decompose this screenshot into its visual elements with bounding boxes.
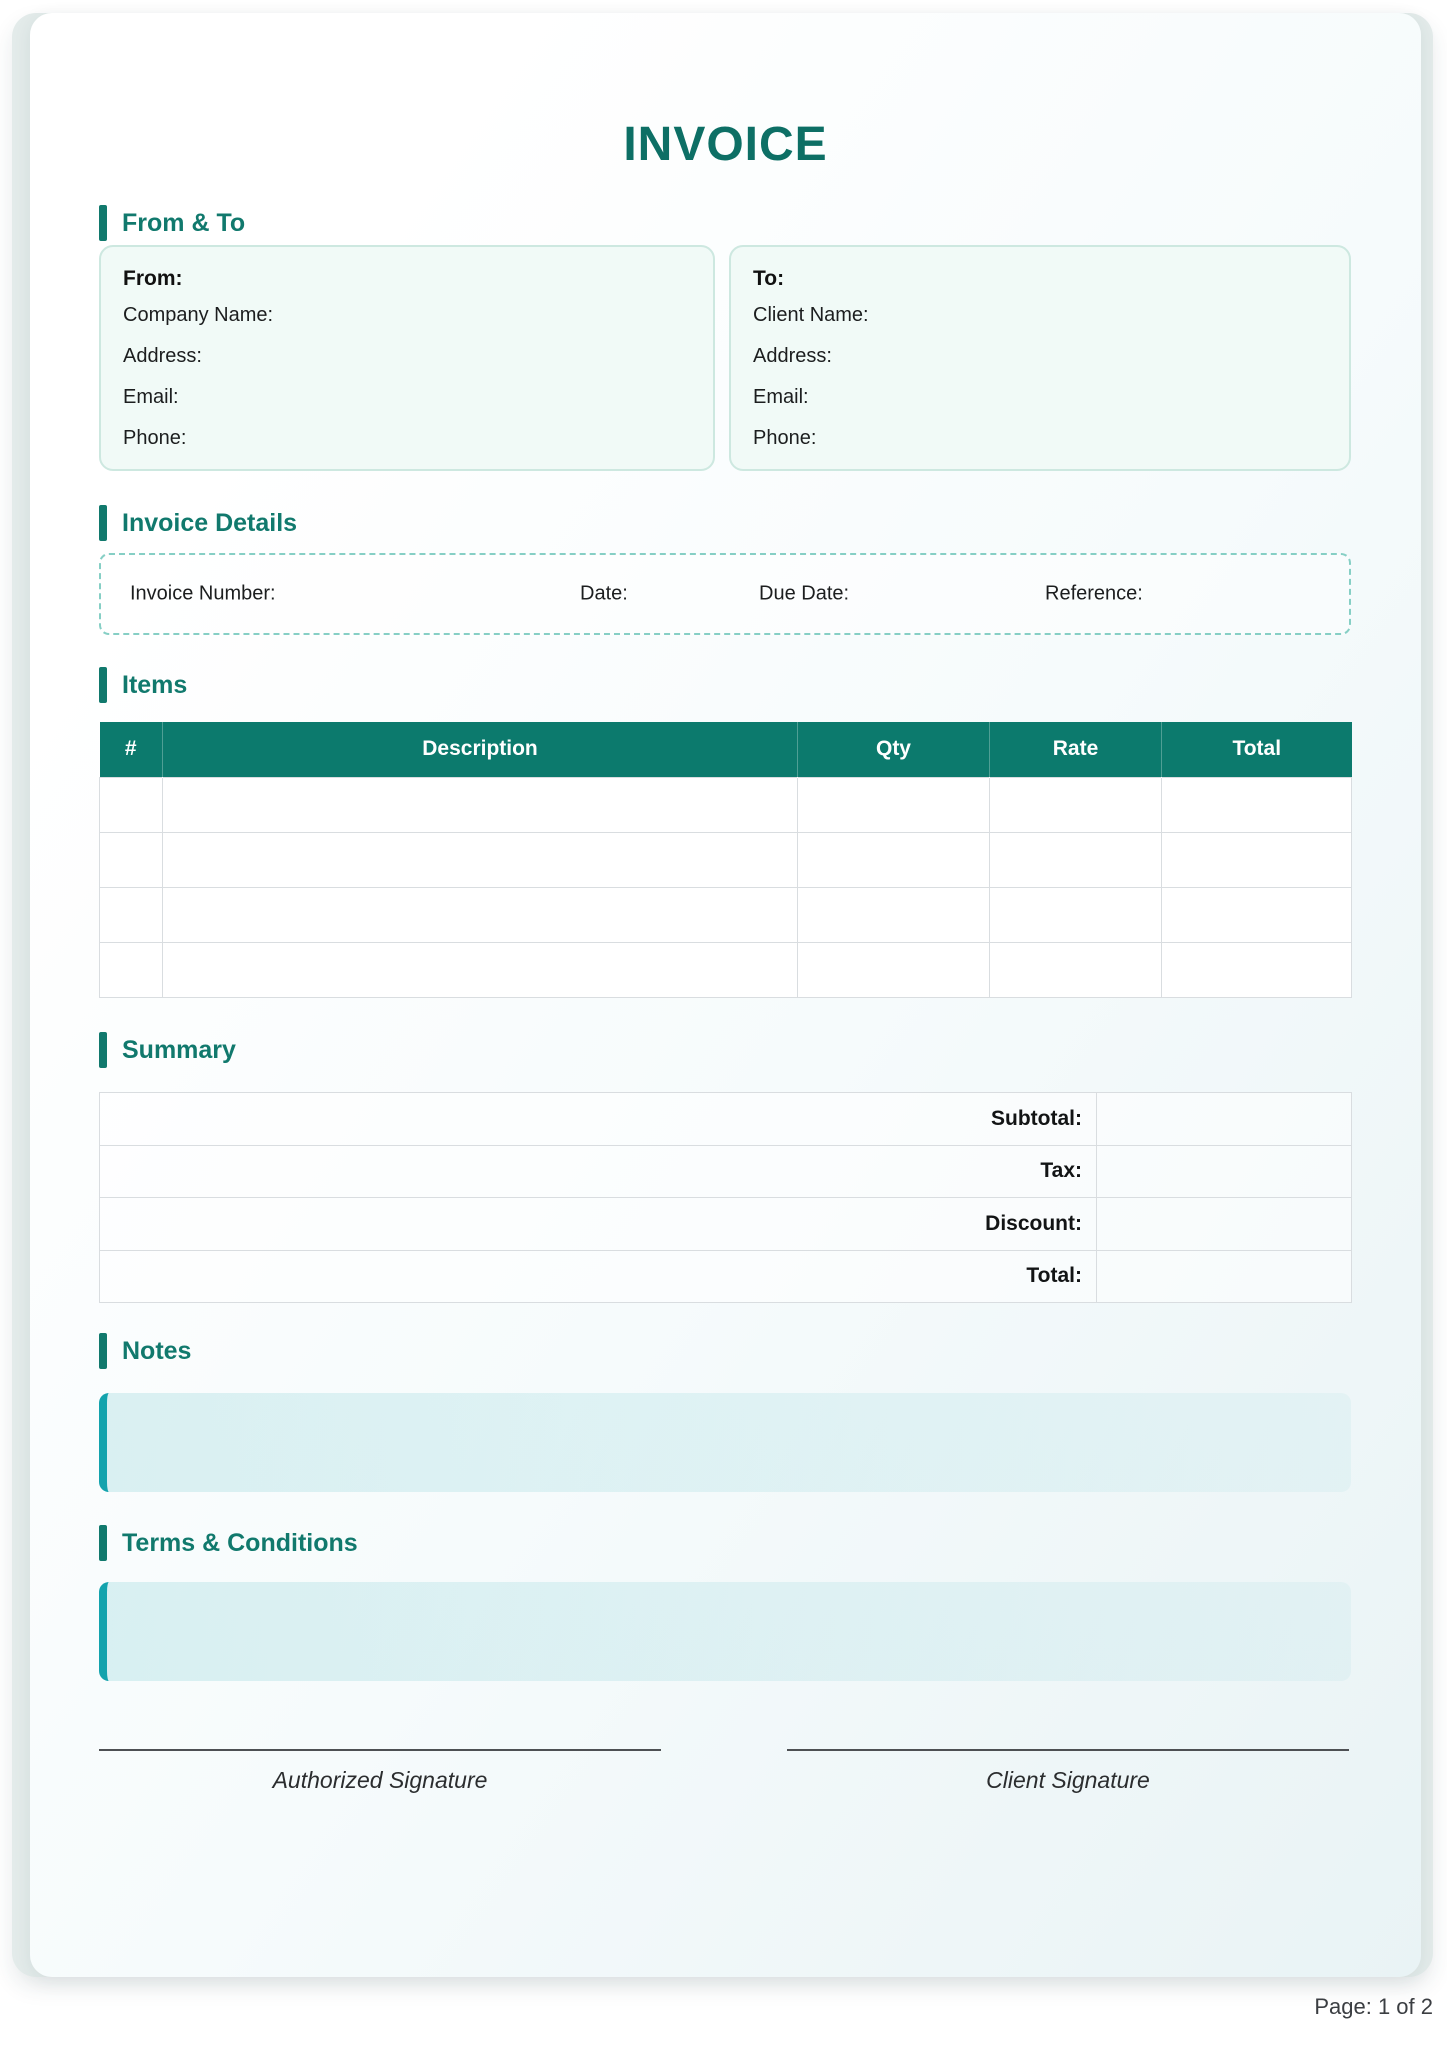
- from-phone-label: Phone:: [123, 427, 187, 449]
- terms-box: [99, 1582, 1351, 1681]
- items-cell: [1162, 887, 1352, 942]
- items-table: [99, 722, 1352, 998]
- items-cell: [1162, 832, 1352, 887]
- items-col-rate: Rate: [990, 722, 1162, 777]
- items-cell: [798, 777, 990, 832]
- items-empty-row: [100, 832, 1352, 887]
- items-cell: [163, 887, 798, 942]
- to-phone-label: Phone:: [753, 427, 817, 449]
- items-cell: [798, 942, 990, 997]
- tax-value-cell: [1097, 1145, 1352, 1198]
- items-cell: [100, 942, 163, 997]
- heading-accent-bar: [99, 505, 107, 541]
- items-cell: [990, 777, 1162, 832]
- section-heading-text: From & To: [122, 208, 246, 237]
- document-title: INVOICE: [623, 118, 828, 171]
- summary-row: [100, 1250, 1352, 1303]
- items-empty-row: [100, 777, 1352, 832]
- items-empty-row: [100, 887, 1352, 942]
- items-col-total: Total: [1162, 722, 1352, 777]
- items-col-description: Description: [163, 722, 798, 777]
- summary-row: [100, 1198, 1352, 1251]
- invoice-number-label: Invoice Number:: [130, 582, 276, 605]
- date-label: Date:: [580, 582, 628, 605]
- items-cell: [990, 832, 1162, 887]
- section-heading-text: Notes: [122, 1336, 192, 1365]
- total-label: Total:: [100, 1250, 1097, 1303]
- section-heading-from-to: [99, 205, 245, 241]
- to-box: [729, 245, 1351, 471]
- to-title: To:: [753, 267, 785, 290]
- from-box: [99, 245, 715, 471]
- items-cell: [163, 832, 798, 887]
- items-cell: [100, 777, 163, 832]
- client-signature-label: Client Signature: [986, 1767, 1150, 1793]
- summary-table: [99, 1092, 1352, 1303]
- to-email-label: Email:: [753, 386, 809, 408]
- items-cell: [990, 942, 1162, 997]
- invoice-page: [30, 13, 1421, 1977]
- items-cell: [163, 777, 798, 832]
- items-cell: [100, 887, 163, 942]
- items-header-row: [100, 722, 1352, 777]
- section-heading-items: [99, 667, 187, 703]
- page-indicator: Page: 1 of 2: [1314, 1994, 1433, 2019]
- from-email-label: Email:: [123, 386, 179, 408]
- discount-value-cell: [1097, 1198, 1352, 1251]
- to-address-label: Address:: [753, 345, 832, 367]
- invoice-details-box: [99, 553, 1351, 635]
- items-cell: [1162, 942, 1352, 997]
- section-heading-text: Items: [122, 670, 188, 699]
- reference-label: Reference:: [1045, 582, 1143, 605]
- heading-accent-bar: [99, 205, 107, 241]
- authorized-signature-label: Authorized Signature: [272, 1767, 488, 1793]
- total-value-cell: [1097, 1250, 1352, 1303]
- discount-label: Discount:: [100, 1198, 1097, 1251]
- items-cell: [163, 942, 798, 997]
- from-address-label: Address:: [123, 345, 202, 367]
- authorized-signature-block: [99, 1749, 661, 1794]
- summary-row: [100, 1093, 1352, 1146]
- section-heading-text: Summary: [122, 1035, 236, 1064]
- section-heading-notes: [99, 1333, 191, 1369]
- signature-line: [99, 1749, 661, 1751]
- subtotal-value-cell: [1097, 1093, 1352, 1146]
- items-col-qty: Qty: [798, 722, 990, 777]
- items-cell: [1162, 777, 1352, 832]
- tax-label: Tax:: [100, 1145, 1097, 1198]
- section-heading-terms: [99, 1525, 358, 1561]
- signature-line: [787, 1749, 1349, 1751]
- from-company-name-label: Company Name:: [123, 304, 274, 326]
- items-cell: [990, 887, 1162, 942]
- section-heading-text: Terms & Conditions: [122, 1528, 358, 1557]
- heading-accent-bar: [99, 1333, 107, 1369]
- section-heading-invoice-details: [99, 505, 297, 541]
- heading-accent-bar: [99, 1032, 107, 1068]
- section-heading-summary: [99, 1032, 236, 1068]
- due-date-label: Due Date:: [759, 582, 850, 605]
- to-client-name-label: Client Name:: [753, 304, 869, 326]
- heading-accent-bar: [99, 1525, 107, 1561]
- section-heading-text: Invoice Details: [122, 508, 298, 537]
- client-signature-block: [787, 1749, 1349, 1794]
- heading-accent-bar: [99, 667, 107, 703]
- items-cell: [798, 832, 990, 887]
- from-title: From:: [123, 267, 183, 290]
- items-cell: [798, 887, 990, 942]
- notes-box: [99, 1393, 1351, 1492]
- summary-row: [100, 1145, 1352, 1198]
- subtotal-label: Subtotal:: [100, 1093, 1097, 1146]
- items-cell: [100, 832, 163, 887]
- items-empty-row: [100, 942, 1352, 997]
- items-col-number: #: [100, 722, 163, 777]
